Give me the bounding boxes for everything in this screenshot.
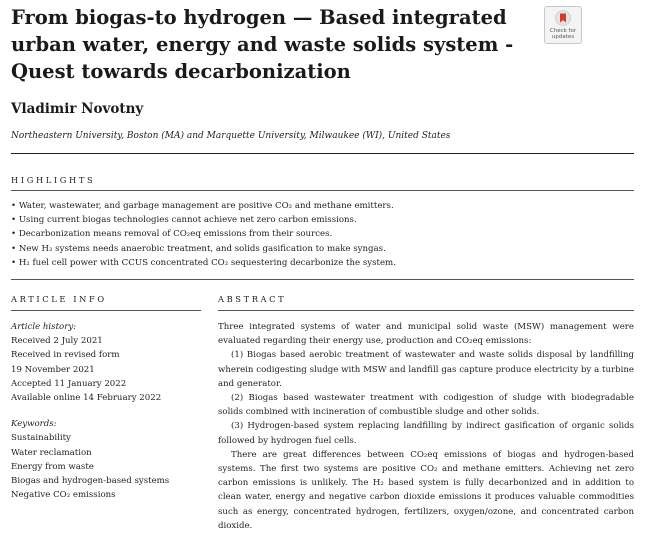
highlights-list [11, 199, 396, 270]
abstract-paragraph: (2) Biogas based wastewater treatment with codigestion of sludge with biodegradable solids combined with incineration of combustible sludge and other solids. [218, 393, 634, 418]
keyword-item: Sustainability [11, 433, 71, 444]
highlights-rule [11, 190, 634, 191]
history-revised-label: Received in revised form [11, 350, 120, 361]
highlights-heading: HIGHLIGHTS [11, 175, 96, 185]
keyword-item: Biogas and hydrogen-based systems [11, 476, 170, 487]
author-affiliation: Northeastern University, Boston (MA) and Marquette University, Milwaukee (WI), United States [11, 131, 451, 141]
abstract-rule [218, 310, 634, 311]
history-available-online: Available online 14 February 2022 [11, 393, 162, 404]
highlight-item: • Water, wastewater, and garbage management are positive CO₂ and methane emitters. [11, 201, 394, 211]
article-title: From biogas-to hydrogen — Based integrated urban water, energy and waste solids system - Quest towards decarbonization [11, 6, 514, 83]
history-accepted: Accepted 11 January 2022 [11, 378, 127, 389]
highlights-bottom-rule [11, 279, 634, 280]
abstract-paragraph: (1) Biogas based aerobic treatment of wastewater and waste solids disposal by landfilling wherein codigesting sludge with MSW and landfill gas capture produce electricity by a turbine and generator. [218, 350, 634, 389]
highlight-item: • Using current biogas technologies cannot achieve net zero carbon emissions. [11, 215, 357, 226]
abstract-paragraph: There are great differences between CO₂eq emissions of biogas and hydrogen-based systems. The first two systems are positive CO₂ and methane emitters. Achieving net zero carbon emissions is unlikely. The H₂ based system is fully decarbonized and in addition to clean water, energy and negative carbon dioxide emissions it produces valuable commodities such as energy, concentrated hydrogen, fertilizers, oxygen/ozone, and concentrated carbon dioxide. [218, 449, 634, 531]
info-spacer [11, 405, 201, 417]
history-received: Received 2 July 2021 [11, 336, 103, 347]
highlight-item: • New H₂ systems needs anaerobic treatment, and solids gasification to make syngas. [11, 243, 386, 254]
keyword-item: Water reclamation [11, 447, 92, 458]
abstract-body [218, 320, 634, 533]
article-info [11, 320, 201, 502]
article-info-rule [11, 310, 201, 311]
highlight-item: • H₂ fuel cell power with CCUS concentrated CO₂ sequestering decarbonize the system. [11, 257, 396, 268]
author-name: Vladimir Novotny [11, 101, 144, 117]
history-revised-date: 19 November 2021 [11, 364, 95, 375]
keyword-item: Energy from waste [11, 461, 94, 472]
highlight-item: • Decarbonization means removal of CO₂eq emissions from their sources. [11, 229, 333, 240]
abstract-paragraph: Three integrated systems of water and municipal solid waste (MSW) management were evaluated regarding their energy use, production and CO₂eq emissions: [218, 322, 634, 347]
abstract-paragraph: (3) Hydrogen-based system replacing landfilling by indirect gasification of organic solids followed by hydrogen fuel cells. [218, 421, 634, 446]
abstract-heading: ABSTRACT [218, 294, 287, 304]
check-for-updates-badge[interactable] [544, 6, 582, 44]
check-for-updates-label: Check for updates [549, 28, 577, 40]
keywords-label: Keywords: [11, 419, 57, 430]
header-rule [11, 153, 634, 154]
article-info-heading: ARTICLE INFO [11, 294, 107, 304]
article-history-label: Article history: [11, 322, 77, 332]
keyword-item: Negative CO₂ emissions [11, 490, 116, 501]
crossmark-icon [555, 10, 571, 26]
